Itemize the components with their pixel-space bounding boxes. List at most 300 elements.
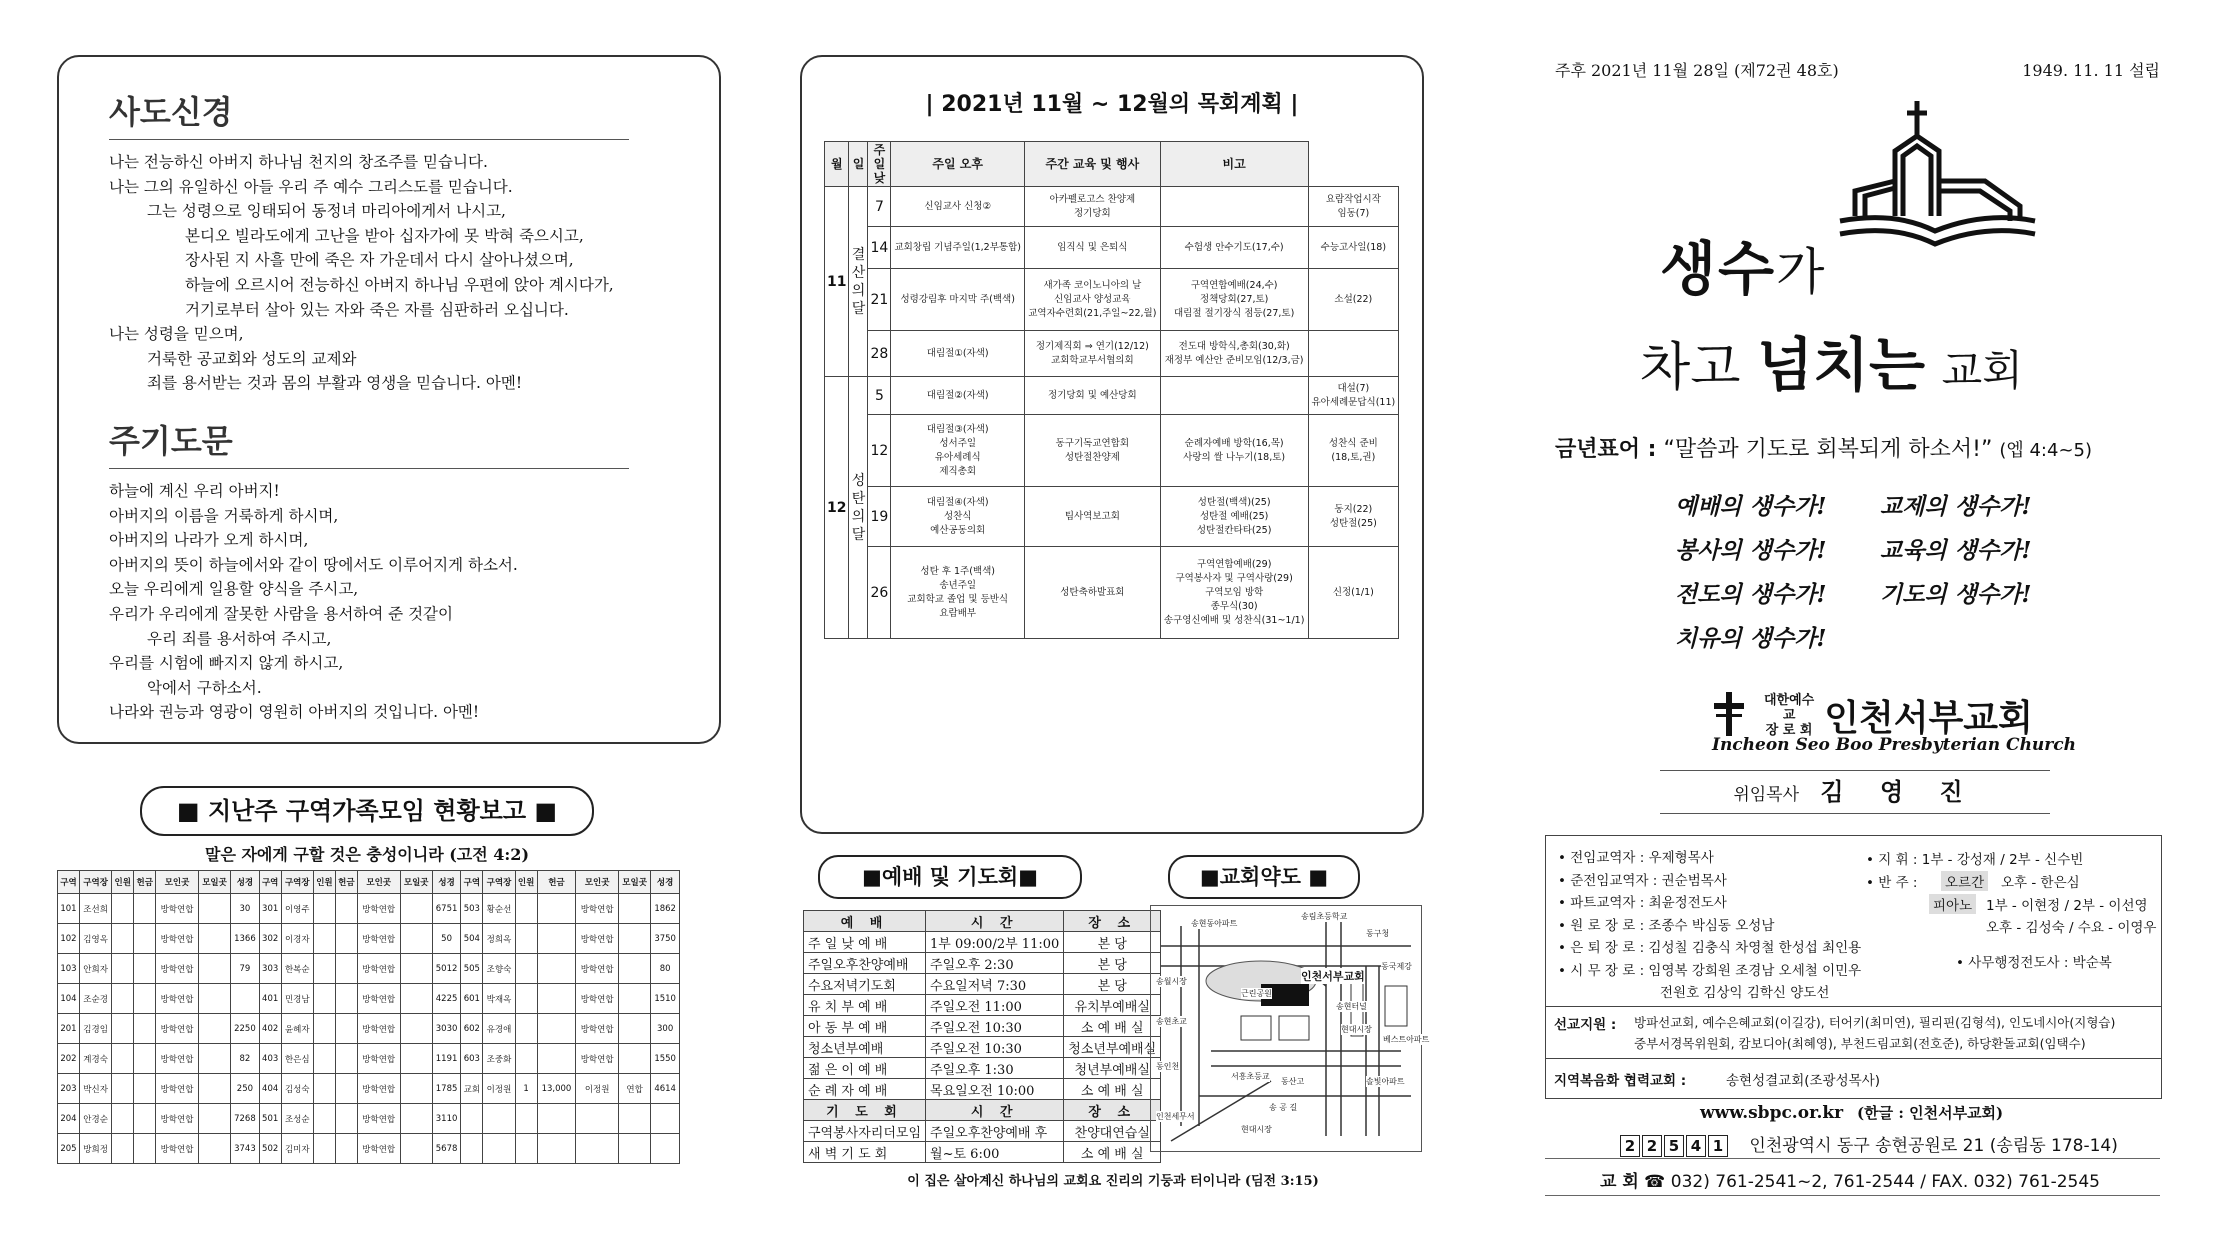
contact-line — [1600, 1167, 2100, 1192]
denomination-line2: 장 로 회 — [1765, 723, 1813, 738]
mission-text2: 중부서경목위원회, 캄보디아(최혜영), 부천드림교회(전호준), 하당환돌교회(임택수) — [1634, 1036, 2086, 1051]
table-cell — [515, 984, 537, 1014]
table-cell: 1191 — [432, 1044, 461, 1074]
table-cell: 602 — [461, 1014, 483, 1044]
staff-member: • 은 퇴 장 로 : 김성칠 김충식 차영철 한성섭 최인용 — [1558, 940, 1862, 956]
divider — [1545, 1195, 2160, 1196]
report-subtitle: 말은 자에게 구할 것은 충성이니라 (고전 4:2) — [204, 845, 530, 864]
table-cell: 방학연합 — [156, 894, 199, 924]
table-cell: 교회 — [461, 1074, 483, 1104]
worship-row — [804, 1058, 1161, 1079]
table-cell — [134, 1074, 156, 1104]
table-cell: 3030 — [432, 1014, 461, 1044]
worship-row — [804, 1142, 1161, 1163]
plan-period — [849, 187, 868, 377]
table-cell — [335, 984, 357, 1014]
worship-column-header: 시 간 — [926, 1100, 1064, 1121]
table-cell: 302 — [259, 924, 281, 954]
worship-cell: 주 일 낮 예 배 — [804, 932, 926, 953]
church-map — [1150, 905, 1430, 1152]
table-cell: 방학연합 — [156, 1134, 199, 1164]
table-cell: 300 — [651, 1014, 680, 1044]
table-cell: 방학연합 — [357, 1044, 400, 1074]
creed-line: 나는 전능하신 아버지 하나님 천지의 창조주를 믿습니다. — [109, 153, 488, 171]
staff-member: • 파트교역자 : 최윤정전도사 — [1558, 895, 1727, 911]
table-cell — [313, 984, 335, 1014]
table-cell — [112, 1044, 134, 1074]
plan-cell-sun-am: 대림절②(자색) — [891, 377, 1025, 415]
table-cell: 30 — [231, 894, 260, 924]
plan-cell-week: 성탄절(백색)(25) 성탄절 예배(25) 성탄절칸타타(25) — [1160, 487, 1308, 547]
plan-column-header: 일 — [849, 142, 868, 187]
prayer-line: 우리 죄를 용서하여 주시고, — [147, 629, 332, 648]
table-cell: 1550 — [651, 1044, 680, 1074]
table-cell: 403 — [259, 1044, 281, 1074]
table-cell — [400, 1074, 432, 1104]
table-cell — [515, 954, 537, 984]
table-cell — [537, 894, 576, 924]
table-cell — [400, 1044, 432, 1074]
table-cell: 방학연합 — [156, 1104, 199, 1134]
table-cell — [198, 894, 230, 924]
worship-column-header: 예 배 — [804, 911, 926, 932]
table-cell — [313, 1014, 335, 1044]
staff-list — [1546, 836, 2161, 1006]
plan-cell-sun-am: 신임교사 신청② — [891, 187, 1025, 227]
column-header: 인원 — [112, 871, 134, 894]
column-header: 모인곳 — [357, 871, 400, 894]
prayer-line: 아버지의 이름을 거룩하게 하시며, — [109, 506, 339, 525]
table-cell: 조성순 — [281, 1104, 313, 1134]
plan-cell-sun-am: 성탄 후 1주(백색) 송년주일 교회학교 졸업 및 등반식 요람배부 — [891, 547, 1025, 639]
table-cell — [618, 924, 650, 954]
worship-column-header: 시 간 — [926, 911, 1064, 932]
plan-cell-week: 구역연합예배(24,수) 정책당회(27,토) 대림절 절기장식 점등(27,토) — [1160, 269, 1308, 331]
column-header: 구역 — [58, 871, 80, 894]
plan-cell-sun-am: 대림절①(자색) — [891, 331, 1025, 377]
plan-row — [825, 377, 1399, 415]
table-cell: 404 — [259, 1074, 281, 1104]
plan-table — [824, 141, 1399, 639]
prayer-title: 주기도문 — [109, 404, 629, 469]
plan-cell-sun-pm: 정기제직회 ⇒ 연기(12/12) 교회학교부서협의회 — [1025, 331, 1161, 377]
map-label: 현대시장 — [1341, 1025, 1372, 1034]
plan-row — [825, 547, 1399, 639]
table-cell: 방학연합 — [156, 1074, 199, 1104]
table-cell — [400, 924, 432, 954]
table-cell: 250 — [231, 1074, 260, 1104]
plan-cell-sun-am: 대림절④(자색) 성찬식 예산공동의회 — [891, 487, 1025, 547]
plan-cell-note: 소설(22) — [1308, 269, 1398, 331]
table-cell — [313, 1074, 335, 1104]
table-cell: 유경애 — [483, 1014, 515, 1044]
table-cell — [400, 894, 432, 924]
map-label: 송림초등학교 — [1301, 912, 1348, 921]
worship-row — [804, 1079, 1161, 1100]
plan-day: 26 — [868, 547, 891, 639]
table-cell — [537, 924, 576, 954]
table-cell: 방학연합 — [576, 1044, 619, 1074]
creed-line: 나는 성령을 믿으며, — [109, 325, 244, 344]
table-cell: 방학연합 — [357, 1134, 400, 1164]
table-cell — [134, 1044, 156, 1074]
worship-cell: 주일오전 11:00 — [926, 995, 1064, 1016]
table-cell: 방학연합 — [156, 954, 199, 984]
address: 인천광역시 동구 송현공원로 21 (송림동 178-14) — [1749, 1136, 2118, 1156]
slogan-word5: 교회 — [1941, 346, 2023, 395]
table-cell — [134, 984, 156, 1014]
table-cell: 505 — [461, 954, 483, 984]
table-cell — [198, 1104, 230, 1134]
table-cell — [400, 954, 432, 984]
column-header: 구역장 — [281, 871, 313, 894]
table-cell — [313, 1104, 335, 1134]
slogan-word4: 넘치는 — [1757, 331, 1926, 399]
table-cell — [198, 924, 230, 954]
worship-cell: 월~토 6:00 — [926, 1142, 1064, 1163]
table-cell: 7268 — [231, 1104, 260, 1134]
table-cell: 조향숙 — [483, 954, 515, 984]
creed-line: 죄를 용서받는 것과 몸의 부활과 영생을 믿습니다. 아멘! — [147, 374, 523, 393]
map-label: 송월시장 — [1156, 977, 1187, 986]
website-note: (한글 : 인천서부교회) — [1857, 1104, 2004, 1122]
table-cell: 방학연합 — [576, 984, 619, 1014]
plan-period-text: 결산의달 — [851, 246, 866, 317]
worship-table — [803, 910, 1161, 1163]
table-cell: 방학연합 — [576, 924, 619, 954]
table-cell: 204 — [58, 1104, 80, 1134]
table-cell: 502 — [259, 1134, 281, 1164]
table-cell — [313, 954, 335, 984]
worship-row — [804, 1037, 1161, 1058]
plan-cell-week — [1160, 377, 1308, 415]
cross-icon — [1712, 692, 1746, 740]
plan-cell-week: 수험생 안수기도(17,수) — [1160, 227, 1308, 269]
plan-cell-sun-pm: 팀사역보고회 — [1025, 487, 1161, 547]
plan-cell-week: 구역연합예배(29) 구역봉사자 및 구역사랑(29) 구역모임 방학 종무식(30) 송구영신예배 및 성찬식(31~1/1) — [1160, 547, 1308, 639]
table-cell — [112, 984, 134, 1014]
table-cell: 안경순 — [79, 1104, 111, 1134]
table-cell: 안희자 — [79, 954, 111, 984]
map-title: ■교회약도 ■ — [1168, 855, 1360, 899]
zip-digit: 4 — [1686, 1135, 1706, 1157]
zip-digit: 1 — [1708, 1135, 1728, 1157]
worship-cell: 순 례 자 예 배 — [804, 1079, 926, 1100]
table-cell: 3110 — [432, 1104, 461, 1134]
worship-row — [804, 1016, 1161, 1037]
table-row — [58, 1134, 680, 1164]
map-label: 송현초교 — [1156, 1017, 1187, 1026]
table-cell — [537, 954, 576, 984]
table-cell — [335, 1014, 357, 1044]
creed-panel — [57, 55, 721, 744]
worship-cell: 소 예 배 실 — [1064, 1142, 1161, 1163]
table-row — [58, 894, 680, 924]
table-cell — [112, 1104, 134, 1134]
plan-row — [825, 415, 1399, 487]
table-cell: 603 — [461, 1044, 483, 1074]
plan-cell-week: 순례자예배 방학(16,목) 사랑의 쌀 나누기(18,토) — [1160, 415, 1308, 487]
worship-cell: 목요일오전 10:00 — [926, 1079, 1064, 1100]
table-cell — [618, 984, 650, 1014]
table-cell: 방학연합 — [357, 954, 400, 984]
creed-line: 본디오 빌라도에게 고난을 받아 십자가에 못 박혀 죽으시고, — [185, 226, 584, 245]
map-label: 송현동아파트 — [1191, 919, 1238, 928]
phone-label: 교 회 — [1600, 1172, 1639, 1192]
table-cell — [515, 1104, 537, 1134]
office-staff: • 사무행정전도사 : 박순복 — [1956, 955, 2112, 971]
table-cell: 이경자 — [281, 924, 313, 954]
worship-header-row — [804, 911, 1161, 932]
worship-cell: 주일오후 1:30 — [926, 1058, 1064, 1079]
table-cell: 윤혜자 — [281, 1014, 313, 1044]
conductor: • 지 휘 : 1부 - 강성재 / 2부 - 신수빈 — [1866, 852, 2084, 868]
table-cell — [576, 1104, 619, 1134]
plan-cell-note — [1308, 331, 1398, 377]
worship-title: ■예배 및 기도회■ — [818, 855, 1082, 899]
plan-cell-sun-am: 교회창립 기념주일(1,2부통합) — [891, 227, 1025, 269]
table-cell — [313, 1134, 335, 1164]
table-cell — [134, 924, 156, 954]
table-cell: 5012 — [432, 954, 461, 984]
table-row — [58, 954, 680, 984]
slogan-word3: 차고 — [1640, 338, 1741, 398]
mission-support — [1546, 1006, 2161, 1059]
map-label: 송현터널 — [1336, 1002, 1367, 1011]
piano-text2: 오후 - 김성숙 / 수요 - 이영우 — [1986, 920, 2157, 936]
table-cell: 조선희 — [79, 894, 111, 924]
table-cell — [134, 1134, 156, 1164]
table-cell: 방학연합 — [357, 984, 400, 1014]
worship-cell: 아 동 부 예 배 — [804, 1016, 926, 1037]
table-cell — [618, 1104, 650, 1134]
table-cell: 방학연합 — [357, 1014, 400, 1044]
worship-cell: 주일오후찬양예배 후 — [926, 1121, 1064, 1142]
table-row — [58, 924, 680, 954]
table-cell: 103 — [58, 954, 80, 984]
table-cell — [515, 894, 537, 924]
staff-member: 전원호 김상익 김학신 양도선 — [1660, 985, 1830, 1001]
table-cell: 한은심 — [281, 1044, 313, 1074]
table-cell: 방학연합 — [156, 1044, 199, 1074]
worship-cell: 본 당 — [1064, 974, 1161, 995]
worship-row — [804, 932, 1161, 953]
website-url[interactable]: www.sbpc.or.kr — [1700, 1103, 1844, 1123]
staff-member: • 원 로 장 로 : 조종수 박심동 오성남 — [1558, 917, 1775, 934]
map-label: 인천세무서 — [1156, 1112, 1195, 1121]
table-cell: 1785 — [432, 1074, 461, 1104]
map-label: 서흥초등교 — [1231, 1072, 1270, 1081]
table-cell — [461, 1134, 483, 1164]
slogan-word2: 가 — [1776, 243, 1827, 301]
table-cell — [483, 1104, 515, 1134]
column-header: 인원 — [313, 871, 335, 894]
prayer-text — [109, 479, 699, 725]
map-label: 동국제강 — [1381, 962, 1412, 971]
table-cell — [618, 954, 650, 984]
table-cell: 80 — [651, 954, 680, 984]
church-name-block — [1712, 690, 2033, 741]
table-row — [58, 1104, 680, 1134]
table-cell — [400, 1014, 432, 1044]
slogan-line2 — [1640, 318, 2023, 402]
partner-label: 지역복음화 협력교회 : — [1554, 1073, 1687, 1089]
staff-member: • 준전임교역자 : 권순범목사 — [1558, 872, 1727, 889]
table-cell: 1862 — [651, 894, 680, 924]
phone-number: 032) 761-2541~2, 761-2544 / FAX. 032) 761-2545 — [1670, 1172, 2100, 1192]
worship-cell: 구역봉사자리더모임 — [804, 1121, 926, 1142]
table-cell — [134, 1014, 156, 1044]
table-cell: 계경숙 — [79, 1044, 111, 1074]
map-label: 베스트아파트 — [1383, 1035, 1430, 1044]
table-cell — [651, 1134, 680, 1164]
table-cell: 303 — [259, 954, 281, 984]
plan-column-header: 비고 — [1160, 142, 1308, 187]
founded-date: 1949. 11. 11 설립 — [2022, 61, 2160, 80]
table-cell — [515, 1044, 537, 1074]
table-cell: 402 — [259, 1014, 281, 1044]
table-cell — [576, 1134, 619, 1164]
vow-item: 교육의 생수가! — [1880, 537, 2032, 564]
table-cell: 김경임 — [79, 1014, 111, 1044]
column-header: 모인곳 — [576, 871, 619, 894]
table-cell: 방학연합 — [576, 1014, 619, 1044]
table-cell: 3743 — [231, 1134, 260, 1164]
organ-text: 오후 - 한은심 — [2001, 875, 2080, 891]
table-cell — [313, 924, 335, 954]
table-cell: 205 — [58, 1134, 80, 1164]
plan-row — [825, 331, 1399, 377]
worship-row — [804, 1121, 1161, 1142]
table-row — [58, 984, 680, 1014]
plan-cell-note: 신정(1/1) — [1308, 547, 1398, 639]
worship-cell: 주일오전 10:30 — [926, 1037, 1064, 1058]
table-cell: 13,000 — [537, 1074, 576, 1104]
pastor-label: 위임목사 — [1733, 785, 1800, 805]
worship-column-header: 장 소 — [1064, 911, 1161, 932]
prayer-line: 나라와 권능과 영광이 영원히 아버지의 것입니다. 아멘! — [109, 703, 480, 722]
vow-item: 전도의 생수가! — [1675, 581, 1827, 608]
table-cell: 방학연합 — [156, 1014, 199, 1044]
table-cell: 방학연합 — [156, 984, 199, 1014]
table-cell — [112, 924, 134, 954]
worship-cell: 청소년부예배 — [804, 1037, 926, 1058]
map-label: 동산고 — [1281, 1077, 1305, 1086]
group-report-table — [57, 870, 680, 1164]
table-cell — [400, 984, 432, 1014]
worship-cell: 찬양대연습실 — [1064, 1121, 1161, 1142]
worship-cell: 유 치 부 예 배 — [804, 995, 926, 1016]
staff-member: • 시 무 장 로 : 임영복 강희원 조경남 오세철 이민우 — [1558, 962, 1862, 979]
worship-cell: 유치부예배실 — [1064, 995, 1161, 1016]
creed-line: 장사된 지 사흘 만에 죽은 자 가운데서 다시 살아나셨으며, — [185, 251, 574, 270]
table-cell: 104 — [58, 984, 80, 1014]
plan-cell-note: 수능고사일(18) — [1308, 227, 1398, 269]
zip-code — [1620, 1136, 1730, 1156]
table-cell: 4614 — [651, 1074, 680, 1104]
table-cell — [515, 1014, 537, 1044]
plan-cell-sun-am: 성령강림후 마지막 주(백색) — [891, 269, 1025, 331]
table-cell: 102 — [58, 924, 80, 954]
table-cell — [618, 1014, 650, 1044]
church-logo-icon — [1835, 96, 2040, 285]
pastor-name: 김 영 진 — [1820, 778, 1977, 806]
prayer-line: 우리를 시험에 빠지지 않게 하시고, — [109, 654, 344, 673]
slogan-word1: 생수 — [1660, 235, 1777, 303]
plan-day: 21 — [868, 269, 891, 331]
zip-digit: 5 — [1664, 1135, 1684, 1157]
worship-header-row — [804, 1100, 1161, 1121]
phone-icon: ☎ — [1644, 1172, 1666, 1192]
table-cell: 50 — [432, 924, 461, 954]
table-cell: 2250 — [231, 1014, 260, 1044]
prayer-line: 악에서 구하소서. — [147, 678, 262, 697]
table-cell — [461, 1104, 483, 1134]
plan-cell-week: 전도대 방학식,총회(30,화) 재정부 예산안 준비모임(12/3,금) — [1160, 331, 1308, 377]
column-header: 구역 — [259, 871, 281, 894]
creed-line: 거룩한 공교회와 성도의 교제와 — [147, 349, 357, 368]
worship-cell: 주일오전 10:30 — [926, 1016, 1064, 1037]
map-label: 현대시장 — [1241, 1125, 1272, 1134]
plan-cell-sun-pm: 아카펠로고스 찬양제 정기당회 — [1025, 187, 1161, 227]
column-header: 인원 — [515, 871, 537, 894]
church-name: 인천서부교회 — [1824, 698, 2033, 739]
map-label: 송 공 길 — [1269, 1103, 1298, 1112]
plan-cell-sun-am: 대림절③(자색) 성서주일 유아세례식 제직총회 — [891, 415, 1025, 487]
plan-row — [825, 269, 1399, 331]
table-cell: 101 — [58, 894, 80, 924]
table-cell: 504 — [461, 924, 483, 954]
table-cell: 연합 — [618, 1074, 650, 1104]
table-cell — [112, 894, 134, 924]
plan-cell-sun-pm: 성탄축하발표회 — [1025, 547, 1161, 639]
table-cell — [537, 1014, 576, 1044]
table-cell: 601 — [461, 984, 483, 1014]
table-cell — [134, 1104, 156, 1134]
table-cell: 방학연합 — [576, 954, 619, 984]
partner-church — [1546, 1058, 2161, 1097]
plan-day: 14 — [868, 227, 891, 269]
table-cell — [198, 1134, 230, 1164]
piano-text1: 1부 - 이현정 / 2부 - 이선영 — [1986, 898, 2148, 914]
creed-section — [109, 75, 699, 725]
plan-row — [825, 487, 1399, 547]
plan-month: 11 — [825, 187, 849, 377]
table-cell — [112, 954, 134, 984]
column-header: 성경 — [231, 871, 260, 894]
column-header: 헌금 — [134, 871, 156, 894]
plan-day: 7 — [868, 187, 891, 227]
column-header: 구역장 — [79, 871, 111, 894]
scripture-verse: 이 집은 살아계신 하나님의 교회요 진리의 기둥과 터이니라 (딤전 3:15) — [907, 1174, 1319, 1189]
partner-text: 송현성결교회(조광성목사) — [1726, 1073, 1880, 1089]
worship-cell: 주일오후찬양예배 — [804, 953, 926, 974]
plan-period — [849, 377, 868, 639]
motto-label: 금년표어 : — [1555, 437, 1657, 462]
plan-day: 19 — [868, 487, 891, 547]
table-cell: 방학연합 — [576, 894, 619, 924]
table-cell — [198, 954, 230, 984]
table-cell — [537, 1044, 576, 1074]
zip-digit: 2 — [1620, 1135, 1640, 1157]
column-header: 성경 — [432, 871, 461, 894]
table-cell: 정희옥 — [483, 924, 515, 954]
table-cell: 5678 — [432, 1134, 461, 1164]
table-cell: 1510 — [651, 984, 680, 1014]
worship-cell: 본 당 — [1064, 932, 1161, 953]
creed-line: 거기로부터 살아 있는 자와 죽은 자를 심판하러 오십니다. — [185, 300, 569, 319]
table-cell: 6751 — [432, 894, 461, 924]
